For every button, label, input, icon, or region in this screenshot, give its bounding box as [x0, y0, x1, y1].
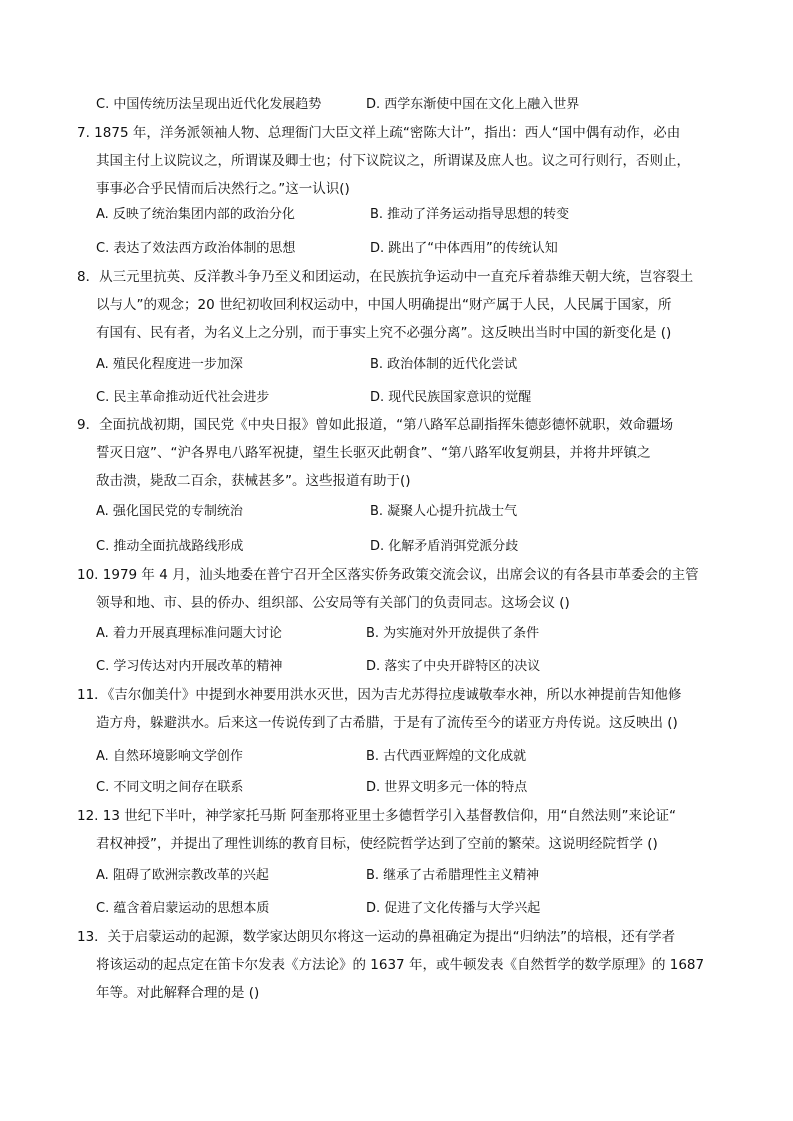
question-11-line-2: 造方舟，躲避洪水。后来这一传说传到了古希腊，于是有了流传至今的诺亚方舟传说。这反映出 ()	[96, 715, 678, 731]
question-12-option-c: C. 蕴含着启蒙运动的思想本质	[96, 901, 270, 916]
question-12-line-2: 君权神授”，并提出了理性训练的教育目标，使经院哲学达到了空前的繁荣。这说明经院哲学 ()	[96, 836, 658, 852]
question-8-option-b: B. 政治体制的近代化尝试	[370, 357, 518, 372]
question-12-line-1: 12. 13 世纪下半叶，神学家托马斯 阿奎那将亚里士多德哲学引入基督教信仰，用“自然法则”来论证“	[77, 808, 677, 824]
option-c-prev: C. 中国传统历法呈现出近代化发展趋势	[96, 97, 322, 112]
question-9-option-c: C. 推动全面抗战路线形成	[96, 539, 244, 554]
question-8-line-3: 有国有、民有者，为名义上之分别，而于事实上究不必强分离”。这反映出当时中国的新变化是 ()	[96, 325, 672, 341]
question-13-line-3: 年等。对此解释合理的是 ()	[96, 985, 260, 1001]
question-13-line-1: 13．关于启蒙运动的起源，数学家达朗贝尔将这一运动的鼻祖确定为提出“归纳法”的培根，还有学者	[77, 929, 676, 945]
question-9-line-1: 9．全面抗战初期，国民党《中央日报》曾如此报道，“第八路军总副指挥朱德彭德怀就职，效命疆场	[77, 417, 674, 433]
question-10-option-a: A. 着力开展真理标准问题大讨论	[96, 626, 282, 641]
question-8-line-2: 以与人”的观念；20 世纪初收回利权运动中，中国人明确提出“财产属于人民，人民属于国家，所	[96, 297, 672, 313]
question-10-option-c: C. 学习传达对内开展改革的精神	[96, 659, 283, 674]
question-8-option-a: A. 殖民化程度进一步加深	[96, 357, 243, 372]
question-12-option-a: A. 阻碍了欧洲宗教改革的兴起	[96, 868, 269, 883]
question-10-line-1: 10. 1979 年 4 月，汕头地委在普宁召开全区落实侨务政策交流会议，出席会议的有各县市革委会的主管	[77, 567, 699, 583]
question-7-option-b: B. 推动了洋务运动指导思想的转变	[370, 207, 570, 222]
question-9-line-3: 敌击溃，毙敌二百余，获械甚多”。这些报道有助于()	[96, 473, 411, 489]
question-7-option-c: C. 表达了效法西方政治体制的思想	[96, 241, 296, 256]
question-9-option-b: B. 凝聚人心提升抗战士气	[370, 504, 518, 519]
question-9-option-a: A. 强化国民党的专制统治	[96, 504, 243, 519]
question-10-line-2: 领导和地、市、县的侨办、组织部、公安局等有关部门的负责同志。这场会议 ()	[96, 595, 570, 611]
question-8-option-c: C. 民主革命推动近代社会进步	[96, 390, 270, 405]
question-11-option-a: A. 自然环境影响文学创作	[96, 749, 243, 764]
question-11-line-1: 11．《吉尔伽美什》中提到水神要用洪水灭世，因为吉尤苏得拉虔诚敬奉水神，所以水神提前告知他修	[77, 687, 682, 703]
question-8-line-1: 8．从三元里抗英、反洋教斗争乃至义和团运动，在民族抗争运动中一直充斥着恭维天朝大统，岂容裂土	[77, 269, 694, 285]
question-11-option-b: B. 古代西亚辉煌的文化成就	[366, 749, 527, 764]
question-11-option-d: D. 世界文明多元一体的特点	[366, 780, 528, 795]
option-d-prev: D. 西学东渐使中国在文化上融入世界	[366, 97, 580, 112]
question-12-option-b: B. 继承了古希腊理性主义精神	[366, 868, 540, 883]
question-7-line-2: 其国主付上议院议之，所谓谋及卿士也；付下议院议之，所谓谋及庶人也。议之可行则行，否则止，	[96, 153, 690, 169]
question-9-option-d: D. 化解矛盾消弭党派分歧	[370, 539, 519, 554]
question-11-option-c: C. 不同文明之间存在联系	[96, 780, 244, 795]
question-9-line-2: 誓灭日寇”、“沪各界电八路军祝捷，望生长驱灭此朝食”、“第八路军收复朔县，并将井坪镇之	[96, 445, 651, 461]
question-7-line-3: 事事必合乎民情而后决然行之。”这一认识()	[96, 181, 350, 197]
question-13-line-2: 将该运动的起点定在笛卡尔发表《方法论》的 1637 年，或牛顿发表《自然哲学的数学原理》的 1687	[96, 957, 705, 973]
question-7-option-d: D. 跳出了“中体西用”的传统认知	[370, 241, 558, 256]
question-8-option-d: D. 现代民族国家意识的觉醒	[370, 390, 532, 405]
question-12-option-d: D. 促进了文化传播与大学兴起	[366, 901, 541, 916]
question-10-option-b: B. 为实施对外开放提供了条件	[366, 626, 540, 641]
question-7-line-1: 7. 1875 年，洋务派领袖人物、总理衙门大臣文祥上疏“密陈大计”，指出：西人“国中偶有动作，必由	[77, 125, 681, 141]
question-7-option-a: A. 反映了统治集团内部的政治分化	[96, 207, 295, 222]
question-10-option-d: D. 落实了中央开辟特区的决议	[366, 659, 541, 674]
